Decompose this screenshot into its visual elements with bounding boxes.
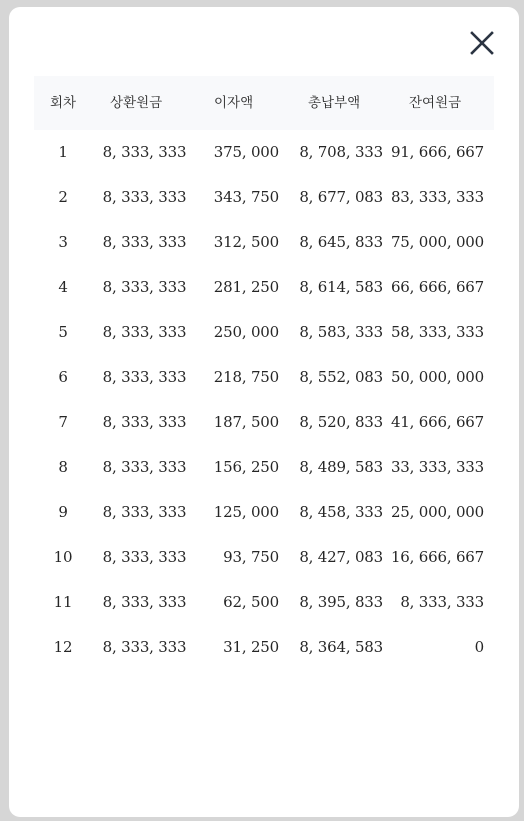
cell-remaining-principal: 0 [474,638,484,656]
cell-principal: 8, 333, 333 [102,413,187,431]
cell-installment: 3 [58,233,68,251]
table-row [34,220,494,265]
cell-total-payment: 8, 552, 083 [299,368,383,386]
column-header-remaining-principal: 잔여원금 [409,95,462,111]
table-row [34,445,494,490]
table-row [34,175,494,220]
cell-total-payment: 8, 614, 583 [299,278,383,296]
cell-installment: 5 [58,323,68,341]
cell-principal: 8, 333, 333 [102,143,187,161]
cell-principal: 8, 333, 333 [102,323,187,341]
cell-total-payment: 8, 677, 083 [299,188,383,206]
cell-interest: 93, 750 [223,548,279,566]
cell-remaining-principal: 41, 666, 667 [390,413,484,431]
cell-principal: 8, 333, 333 [102,548,187,566]
cell-total-payment: 8, 458, 333 [299,503,383,521]
cell-principal: 8, 333, 333 [102,503,187,521]
cell-interest: 343, 750 [213,188,279,206]
table-row [34,265,494,310]
close-icon [468,29,496,57]
column-header-principal: 상환원금 [110,95,163,111]
table-body [34,130,494,670]
cell-principal: 8, 333, 333 [102,368,187,386]
table-row [34,400,494,445]
cell-interest: 125, 000 [213,503,279,521]
cell-principal: 8, 333, 333 [102,278,187,296]
cell-principal: 8, 333, 333 [102,188,187,206]
repayment-schedule-table [34,76,494,670]
table-row [34,625,494,670]
cell-remaining-principal: 50, 000, 000 [390,368,484,386]
cell-principal: 8, 333, 333 [102,233,187,251]
cell-interest: 156, 250 [213,458,279,476]
cell-remaining-principal: 91, 666, 667 [390,143,484,161]
cell-installment: 4 [58,278,68,296]
cell-remaining-principal: 75, 000, 000 [390,233,484,251]
cell-interest: 375, 000 [213,143,279,161]
table-row [34,355,494,400]
column-header-interest: 이자액 [214,95,254,111]
table-row [34,535,494,580]
cell-total-payment: 8, 364, 583 [299,638,383,656]
cell-interest: 187, 500 [213,413,279,431]
cell-interest: 218, 750 [213,368,279,386]
close-button[interactable] [468,29,496,57]
cell-interest: 62, 500 [223,593,279,611]
cell-remaining-principal: 33, 333, 333 [390,458,484,476]
cell-remaining-principal: 66, 666, 667 [390,278,484,296]
table-header [34,76,494,130]
cell-total-payment: 8, 427, 083 [299,548,383,566]
cell-installment: 2 [58,188,68,206]
cell-interest: 31, 250 [223,638,279,656]
cell-installment: 12 [53,638,73,656]
cell-installment: 8 [58,458,68,476]
cell-remaining-principal: 25, 000, 000 [390,503,484,521]
column-header-total-payment: 총납부액 [308,95,361,111]
cell-principal: 8, 333, 333 [102,638,187,656]
column-header-installment: 회차 [49,95,77,111]
cell-total-payment: 8, 489, 583 [299,458,383,476]
cell-total-payment: 8, 520, 833 [299,413,383,431]
cell-principal: 8, 333, 333 [102,458,187,476]
cell-total-payment: 8, 645, 833 [299,233,383,251]
table-row [34,580,494,625]
cell-installment: 11 [53,593,73,611]
cell-interest: 312, 500 [213,233,279,251]
table-row [34,490,494,535]
cell-total-payment: 8, 395, 833 [299,593,383,611]
cell-total-payment: 8, 583, 333 [299,323,383,341]
table-row [34,310,494,355]
table-row [34,130,494,175]
cell-remaining-principal: 83, 333, 333 [390,188,484,206]
cell-interest: 250, 000 [213,323,279,341]
cell-principal: 8, 333, 333 [102,593,187,611]
cell-total-payment: 8, 708, 333 [299,143,383,161]
cell-remaining-principal: 16, 666, 667 [390,548,484,566]
cell-installment: 7 [58,413,68,431]
cell-installment: 10 [53,548,73,566]
repayment-schedule-modal [9,7,519,817]
cell-interest: 281, 250 [213,278,279,296]
cell-installment: 9 [58,503,68,521]
cell-installment: 6 [58,368,68,386]
cell-installment: 1 [58,143,68,161]
cell-remaining-principal: 58, 333, 333 [390,323,484,341]
cell-remaining-principal: 8, 333, 333 [400,593,484,611]
